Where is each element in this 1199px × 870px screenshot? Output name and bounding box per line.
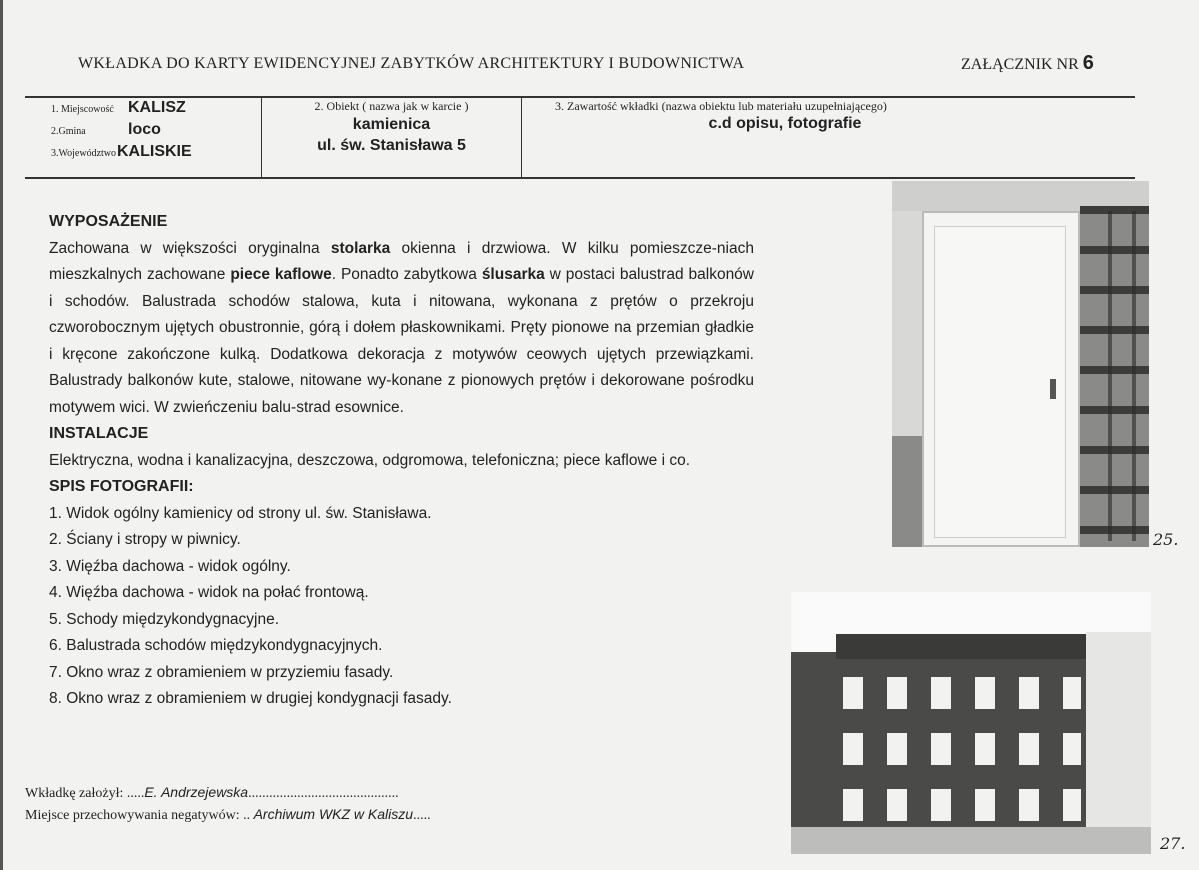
attachment-label: ZAŁĄCZNIK NR (961, 56, 1079, 73)
label: 3.Województwo (51, 148, 117, 159)
gmina: loco (128, 121, 161, 138)
location-cell (51, 98, 192, 164)
label: 3. Zawartość wkładki (nazwa obiektu lub materiału uzupełniającego) (555, 99, 887, 113)
description (49, 209, 754, 713)
label: 1. Miejscowość (51, 104, 114, 115)
document-title: WKŁADKA DO KARTY EWIDENCYJNEJ ZABYTKÓW ARCHITEKTURY I BUDOWNICTWA (78, 55, 745, 72)
miejscowosc: KALISZ (128, 99, 186, 116)
list-item: 8. Okno wraz z obramieniem w drugiej kondygnacji fasady. (49, 690, 452, 707)
list-item: 3. Więźba dachowa - widok ogólny. (49, 557, 291, 575)
paragraph-wyposazenie (49, 236, 754, 422)
dots: ........................................... (248, 786, 399, 801)
label: Wkładkę założył: ..... (25, 786, 145, 801)
text: Zachowana w większości oryginalna (49, 239, 331, 257)
text: piece kaflowe (230, 266, 332, 283)
section-heading: WYPOSAŻENIE (49, 213, 168, 230)
attachment-no: 6 (1082, 52, 1094, 74)
dots: ..... (413, 808, 431, 823)
text: stolarka (330, 239, 391, 257)
footer (25, 782, 431, 826)
label: 2.Gmina (51, 126, 86, 137)
object-cell (262, 99, 521, 156)
text: okienna i drzwiowa. W kilku pomieszcze-niach mieszkalnych zachowane (49, 239, 754, 283)
photo-number-building: 27. (1160, 834, 1186, 853)
list-item: 5. Schody międzykondygnacyjne. (49, 610, 280, 628)
list-item: 6. Balustrada schodów międzykondygnacyjnych. (49, 637, 383, 654)
photo-list (49, 501, 754, 713)
object-address: ul. św. Stanisława 5 (317, 137, 466, 154)
text: w postaci balustrad balkonów i schodów. Balustrada schodów stalowa, kuta i nitowana, wykonana z prętów o przekroju czworobocznym ujętych obustronnie, górą i dołem płaskownikami. Pręty pionowe na przemian gładkie i kręcone zakończone kulką. Dodatkowa dekoracja z motywów ceowych ujętych przewiązkami. Balustrady balkonów kute, stalowe, nitowane wy-konane z pionowych prętów i dekorowane pośrodku motywem wici. W zwieńczeniu balu-strad esownice. (49, 266, 754, 416)
photo-building (791, 592, 1151, 854)
photo-number-door: 25. (1153, 530, 1179, 549)
content-cell (555, 99, 1135, 134)
list-item: 2. Ściany i stropy w piwnicy. (49, 531, 241, 548)
storage: Archiwum WKZ w Kaliszu (253, 806, 414, 822)
section-heading: INSTALACJE (49, 425, 149, 442)
author: E. Andrzejewska (144, 784, 249, 800)
attachment-number (961, 52, 1094, 75)
section-heading: SPIS FOTOGRAFII: (49, 478, 194, 495)
list-item: 1. Widok ogólny kamienicy od strony ul. św. Stanisława. (49, 504, 432, 522)
divider (521, 97, 522, 177)
label: 2. Obiekt ( nazwa jak w karcie ) (314, 99, 469, 113)
content-value: c.d opisu, fotografie (708, 115, 862, 132)
wojewodztwo: KALISKIE (117, 143, 192, 160)
label: Miejsce przechowywania negatywów: .. (25, 808, 254, 823)
list-item: 7. Okno wraz z obramieniem w przyziemiu fasady. (49, 663, 394, 681)
text: . Ponadto zabytkowa (331, 266, 482, 283)
list-item: 4. Więźba dachowa - widok na połać frontową. (49, 584, 369, 601)
divider (25, 177, 1135, 179)
photo-door (892, 181, 1149, 547)
paragraph-instalacje: Elektryczna, wodna i kanalizacyjna, deszczowa, odgromowa, telefoniczna; piece kaflowe i co. (49, 451, 690, 469)
text: ślusarka (481, 266, 545, 283)
object-name: kamienica (352, 116, 431, 133)
